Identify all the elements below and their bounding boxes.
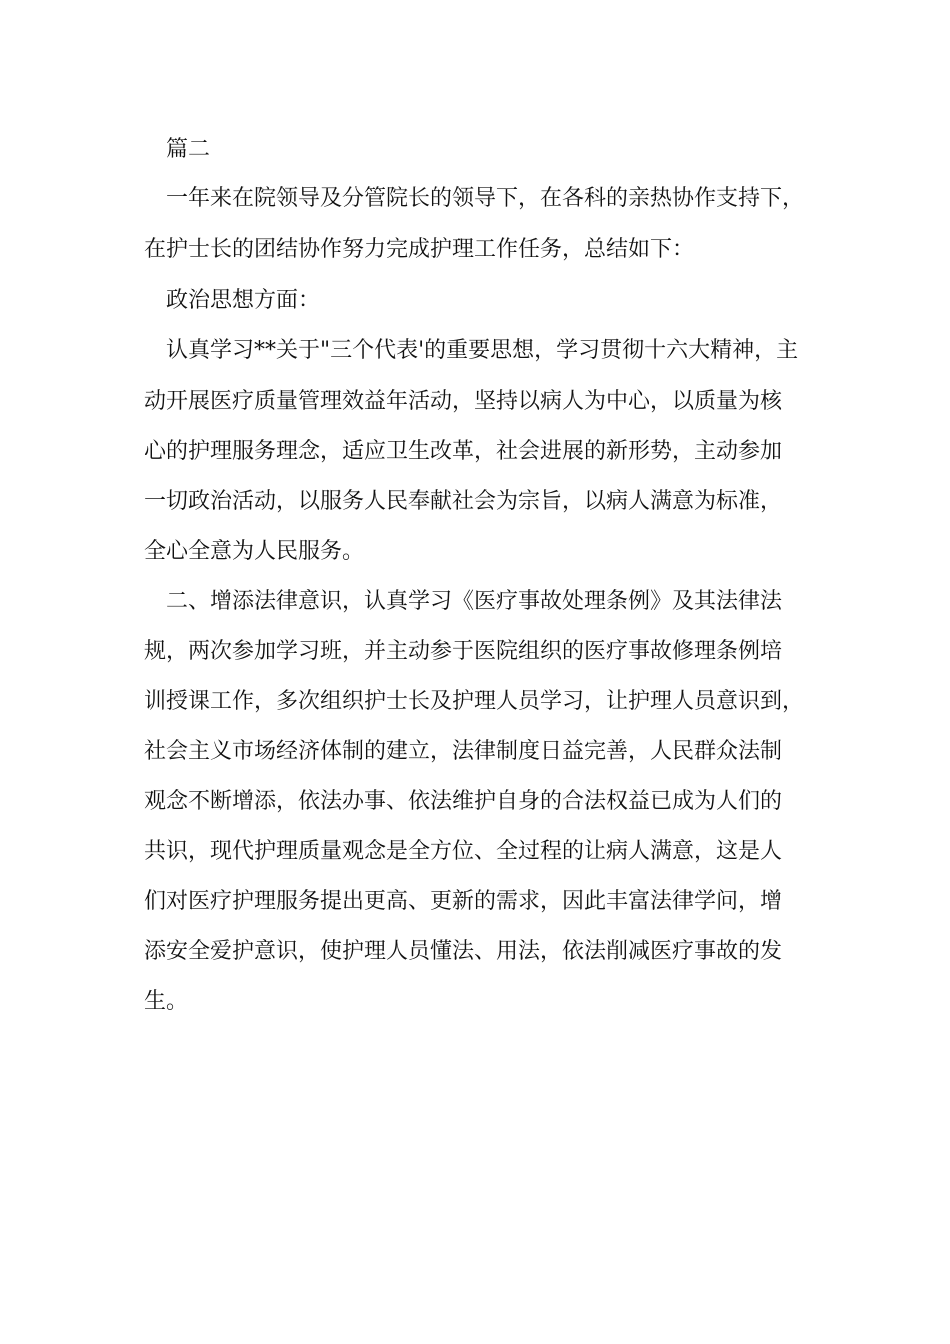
paragraph-line: 一切政治活动，以服务人民奉献社会为宗旨，以病人满意为标准， xyxy=(144,489,783,514)
paragraph-line: 全心全意为人民服务。 xyxy=(144,539,365,564)
paragraph-line: 规，两次参加学习班，并主动参于医院组织的医疗事故修理条例培 xyxy=(144,639,783,664)
paragraph-line: 动开展医疗质量管理效益年活动，坚持以病人为中心，以质量为核 xyxy=(144,389,783,414)
paragraph-line: 认真学习**关于"三个代表'的重要思想，学习贯彻十六大精神，主 xyxy=(166,338,799,363)
paragraph-line: 生。 xyxy=(144,989,189,1014)
paragraph-line: 训授课工作，多次组织护士长及护理人员学习，让护理人员意识到， xyxy=(144,689,805,714)
paragraph-line: 观念不断增添，依法办事、依法维护自身的合法权益已成为人们的 xyxy=(144,789,783,814)
subheading: 政治思想方面： xyxy=(166,288,321,313)
paragraph-line: 共识，现代护理质量观念是全方位、全过程的让病人满意，这是人 xyxy=(144,839,783,864)
paragraph-line: 在护士长的团结协作努力完成护理工作任务，总结如下： xyxy=(144,237,695,262)
paragraph-line: 二、增添法律意识，认真学习《医疗事故处理条例》及其法律法 xyxy=(166,589,783,614)
paragraph-line: 们对医疗护理服务提出更高、更新的需求，因此丰富法律学问，增 xyxy=(144,889,783,914)
paragraph-line: 一年来在院领导及分管院长的领导下，在各科的亲热协作支持下， xyxy=(166,186,805,211)
paragraph-line: 心的护理服务理念，适应卫生改革，社会进展的新形势，主动参加 xyxy=(144,439,783,464)
paragraph-line: 社会主义市场经济体制的建立，法律制度日益完善，人民群众法制 xyxy=(144,739,783,764)
paragraph-line: 添安全爱护意识，使护理人员懂法、用法，依法削减医疗事故的发 xyxy=(144,939,783,964)
section-heading: 篇二 xyxy=(166,137,211,162)
